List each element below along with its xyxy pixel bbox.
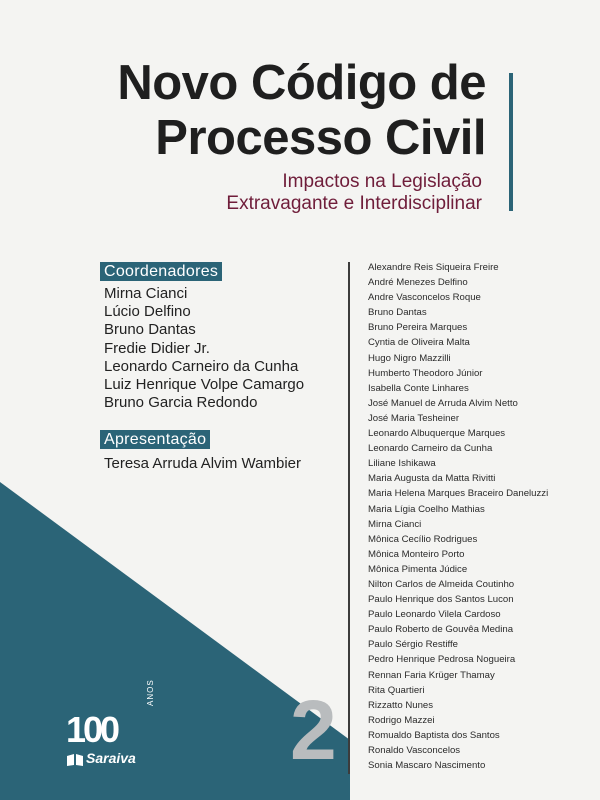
author-name: Humberto Theodoro Júnior — [368, 367, 483, 379]
author-name: Ronaldo Vasconcelos — [368, 745, 461, 756]
author-name: André Menezes Delfino — [368, 277, 468, 289]
author-name: Rizzatto Nunes — [368, 699, 434, 711]
author-name: Nilton Carlos de Almeida Coutinho — [368, 578, 515, 590]
apresentacao-name: Teresa Arruda Alvim Wambier — [104, 455, 302, 472]
author-name: Paulo Sérgio Restiffe — [368, 639, 458, 651]
author-name: Liliane Ishikawa — [368, 458, 436, 470]
author-name: José Manuel de Arruda Alvim Netto — [368, 397, 518, 409]
publisher-years-suffix: ANOS — [146, 679, 155, 706]
author-name: Rodrigo Mazzei — [368, 714, 435, 726]
author-name: Leonardo Carneiro da Cunha — [368, 443, 493, 455]
author-name: Bruno Pereira Marques — [368, 322, 468, 334]
author-name: Isabella Conte Linhares — [368, 382, 469, 394]
coordenador-name: Mirna Cianci — [104, 285, 188, 302]
author-name: Leonardo Albuquerque Marques — [368, 428, 506, 440]
coordenador-name: Lúcio Delfino — [104, 303, 191, 321]
title-accent-bar — [509, 73, 513, 211]
subtitle-line-1: Impactos na Legislação — [282, 171, 482, 192]
author-name: Andre Vasconcelos Roque — [368, 292, 481, 304]
author-name: José Maria Tesheiner — [368, 412, 460, 424]
coordenador-name: Bruno Garcia Redondo — [104, 394, 258, 412]
author-name: Rennan Faria Krüger Thamay — [368, 669, 495, 681]
author-name: Pedro Henrique Pedrosa Nogueira — [368, 654, 516, 666]
title-line-1: Novo Código de — [117, 56, 486, 110]
author-name: Maria Helena Marques Braceiro Daneluzzi — [368, 488, 549, 500]
coordenador-name: Fredie Didier Jr. — [104, 339, 210, 357]
apresentacao-heading: Apresentação — [100, 430, 210, 449]
coordenador-name: Luiz Henrique Volpe Camargo — [104, 376, 305, 394]
author-name: Paulo Henrique dos Santos Lucon — [368, 594, 514, 606]
author-name: Paulo Leonardo Vilela Cardoso — [368, 609, 501, 621]
author-name: Mônica Cecílio Rodrigues — [368, 533, 478, 545]
author-name: Mônica Pimenta Júdice — [368, 563, 468, 575]
author-name: Cyntia de Oliveira Malta — [368, 337, 470, 349]
author-name: Rita Quartieri — [368, 684, 425, 696]
publisher-years: 100 — [66, 709, 118, 750]
author-name: Mirna Cianci — [368, 518, 422, 530]
book-logo-icon — [66, 753, 84, 767]
coordenadores-list — [104, 285, 304, 412]
subtitle-line-2: Extravagante e Interdisciplinar — [226, 193, 482, 214]
author-name: Mônica Monteiro Porto — [368, 548, 465, 560]
authors-divider — [348, 262, 350, 774]
book-title — [0, 56, 486, 166]
volume-number: 2 — [290, 683, 337, 777]
publisher-brand: Saraiva — [86, 750, 136, 766]
authors-list — [368, 260, 548, 773]
author-name: Hugo Nigro Mazzilli — [368, 352, 451, 364]
author-name: Romualdo Baptista dos Santos — [368, 729, 500, 741]
author-name: Paulo Roberto de Gouvêa Medina — [368, 624, 514, 636]
author-name: Alexandre Reis Siqueira Freire — [368, 262, 499, 273]
author-name: Bruno Dantas — [368, 307, 427, 319]
author-name: Maria Augusta da Matta Rivitti — [368, 473, 496, 485]
coordenadores-heading: Coordenadores — [100, 262, 222, 281]
title-line-2: Processo Civil — [155, 111, 486, 165]
author-name: Sonia Mascaro Nascimento — [368, 760, 486, 772]
coordenador-name: Leonardo Carneiro da Cunha — [104, 357, 299, 375]
book-subtitle — [0, 171, 482, 215]
author-name: Maria Lígia Coelho Mathias — [368, 503, 485, 515]
coordenador-name: Bruno Dantas — [104, 321, 196, 339]
